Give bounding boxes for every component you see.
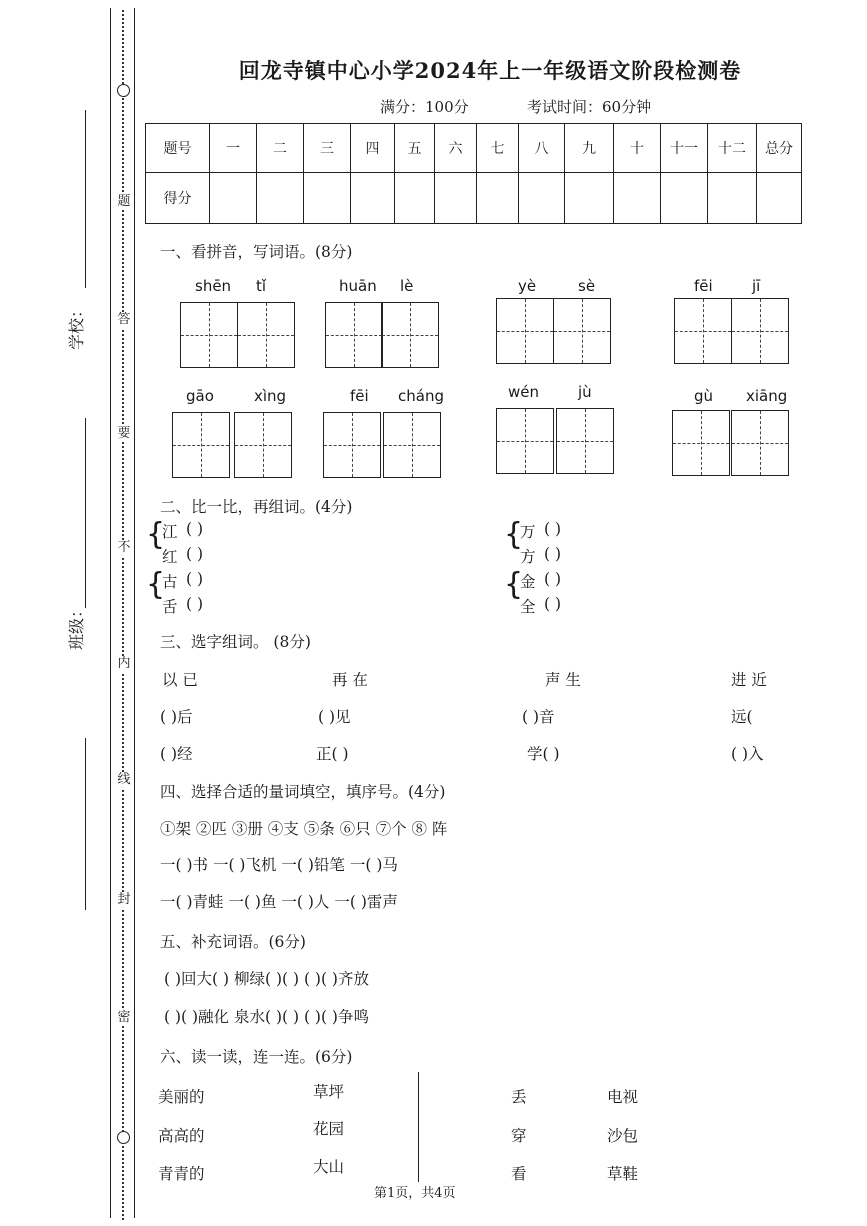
score-input-cell[interactable]: [304, 173, 351, 224]
tianzige-box[interactable]: [180, 302, 238, 368]
q5-line[interactable]: ( )回大( ) 柳绿( )( ) ( )( )齐放: [164, 970, 369, 988]
score-row-label: 得分: [146, 173, 210, 224]
q2-char: 红: [162, 548, 178, 566]
score-input-cell[interactable]: [661, 173, 708, 224]
seal-char-3: 要: [117, 426, 131, 441]
q6-item[interactable]: 高高的: [158, 1127, 205, 1145]
q3-blank[interactable]: ( )经: [160, 745, 193, 763]
score-cell: 一: [210, 124, 257, 173]
tianzige-box[interactable]: [234, 412, 292, 478]
q2-char: 万: [520, 523, 536, 541]
q4-heading: 四、选择合适的量词填空，填序号。(4分): [160, 783, 446, 801]
tianzige-box[interactable]: [172, 412, 230, 478]
q5-heading: 五、补充词语。(6分): [160, 933, 306, 951]
score-input-cell[interactable]: [614, 173, 661, 224]
score-cell: 二: [257, 124, 304, 173]
tianzige-box[interactable]: [383, 412, 441, 478]
class-label: 班级：: [67, 601, 86, 650]
score-input-cell[interactable]: [210, 173, 257, 224]
page-title: 回龙寺镇中心小学2024年上一年级语文阶段检测卷: [238, 58, 742, 83]
q3-blank[interactable]: 正( ): [316, 745, 349, 763]
q4-options: ①架 ②匹 ③册 ④支 ⑤条 ⑥只 ⑦个 ⑧ 阵: [160, 820, 448, 838]
score-input-cell[interactable]: [257, 173, 304, 224]
q2-answer-paren[interactable]: ( ): [186, 595, 204, 613]
q6-item[interactable]: 穿: [511, 1127, 527, 1145]
score-table: [145, 123, 802, 224]
q5-line[interactable]: ( )( )融化 泉水( )( ) ( )( )争鸣: [164, 1008, 369, 1026]
school-write-line-bottom: [85, 418, 86, 608]
pinyin: fēi: [350, 387, 369, 405]
score-cell: 五: [395, 124, 435, 173]
score-input-cell[interactable]: [477, 173, 519, 224]
pinyin: tǐ: [256, 277, 267, 295]
q3-choice-chars: 再 在: [332, 671, 368, 689]
q3-choice-chars: 声 生: [545, 671, 581, 689]
q2-char: 江: [162, 523, 178, 541]
pinyin: huān: [339, 277, 377, 295]
q3-blank[interactable]: 远(: [731, 708, 753, 726]
tianzige-box[interactable]: [556, 408, 614, 474]
score-input-cell[interactable]: [435, 173, 477, 224]
q6-item[interactable]: 草坪: [313, 1083, 345, 1101]
q3-blank[interactable]: 学( ): [527, 745, 560, 763]
binding-hole-bottom: [117, 1131, 130, 1144]
brace-glyph: {: [504, 517, 524, 552]
score-table-score-row: [146, 173, 802, 224]
tianzige-box[interactable]: [731, 410, 789, 476]
q2-answer-paren[interactable]: ( ): [544, 545, 562, 563]
q2-char: 古: [162, 573, 178, 591]
q6-item[interactable]: 草鞋: [607, 1165, 639, 1183]
tianzige-box[interactable]: [496, 408, 554, 474]
score-table-header-row: [146, 124, 802, 173]
q6-item[interactable]: 美丽的: [158, 1088, 205, 1106]
q2-answer-paren[interactable]: ( ): [544, 570, 562, 588]
full-marks: 满分：100分: [380, 98, 469, 116]
tianzige-box[interactable]: [674, 298, 732, 364]
seal-char-5: 内: [117, 656, 131, 671]
tianzige-box[interactable]: [496, 298, 554, 364]
q2-char: 全: [520, 598, 536, 616]
binding-edge-left: [110, 8, 111, 1218]
seal-char-1: 题: [117, 194, 131, 209]
score-cell: 七: [477, 124, 519, 173]
q2-answer-paren[interactable]: ( ): [544, 595, 562, 613]
q2-answer-paren[interactable]: ( ): [186, 545, 204, 563]
seal-char-7: 封: [117, 892, 131, 907]
pinyin: gù: [694, 387, 714, 405]
tianzige-box[interactable]: [325, 302, 383, 368]
pinyin: shēn: [195, 277, 232, 295]
q4-line[interactable]: 一( )书 一( )飞机 一( )铅笔 一( )马: [160, 856, 398, 874]
score-input-cell[interactable]: [757, 173, 802, 224]
q3-blank[interactable]: ( )音: [522, 708, 555, 726]
binding-edge-right: [134, 8, 135, 1218]
binding-hole-top: [117, 84, 130, 97]
q3-blank[interactable]: ( )见: [318, 708, 351, 726]
q3-heading: 三、选字组词。 (8分): [160, 633, 311, 651]
q1-heading: 一、看拼音，写词语。(8分): [160, 243, 353, 261]
q2-answer-paren[interactable]: ( ): [186, 520, 204, 538]
page-footer: 第1页，共4页: [374, 1186, 456, 1201]
pinyin: xìng: [254, 387, 287, 405]
q2-answer-paren[interactable]: ( ): [186, 570, 204, 588]
class-write-line: [85, 738, 86, 910]
pinyin: wén: [508, 383, 540, 401]
score-cell: 十: [614, 124, 661, 173]
tianzige-box[interactable]: [237, 302, 295, 368]
pinyin: gāo: [186, 387, 214, 405]
q6-item[interactable]: 看: [511, 1165, 527, 1183]
score-input-cell[interactable]: [708, 173, 757, 224]
binding-dotted-line: [118, 10, 130, 1220]
q3-blank[interactable]: ( )入: [731, 745, 764, 763]
brace-glyph: {: [146, 567, 166, 602]
brace-glyph: {: [146, 517, 166, 552]
score-cell: 八: [519, 124, 565, 173]
q4-line[interactable]: 一( )青蛙 一( )鱼 一( )人 一( )雷声: [160, 893, 398, 911]
exam-time: 考试时间：60分钟: [527, 98, 652, 116]
q6-heading: 六、读一读，连一连。(6分): [160, 1048, 353, 1066]
score-cell: 十二: [708, 124, 757, 173]
tianzige-box[interactable]: [672, 410, 730, 476]
q6-item[interactable]: 大山: [313, 1158, 345, 1176]
q2-char: 舌: [162, 598, 178, 616]
pinyin: xiāng: [746, 387, 788, 405]
q6-item[interactable]: 沙包: [607, 1127, 639, 1145]
pinyin: jī: [752, 277, 761, 295]
q6-divider: [418, 1072, 419, 1182]
score-input-cell[interactable]: [519, 173, 565, 224]
q6-item[interactable]: 青青的: [158, 1165, 205, 1183]
tianzige-box[interactable]: [731, 298, 789, 364]
pinyin: sè: [578, 277, 596, 295]
score-input-cell[interactable]: [395, 173, 435, 224]
seal-char-2: 答: [117, 312, 131, 327]
pinyin: cháng: [398, 387, 444, 405]
tianzige-box[interactable]: [381, 302, 439, 368]
q2-char: 方: [520, 548, 536, 566]
pinyin: jù: [578, 383, 592, 401]
score-cell: 六: [435, 124, 477, 173]
score-input-cell[interactable]: [351, 173, 395, 224]
q6-item[interactable]: 花园: [313, 1120, 345, 1138]
score-cell: 十一: [661, 124, 708, 173]
q3-choice-chars: 进 近: [731, 671, 767, 689]
school-write-line-top: [85, 110, 86, 288]
q3-blank[interactable]: ( )后: [160, 708, 193, 726]
tianzige-box[interactable]: [323, 412, 381, 478]
q3-choice-chars: 以 已: [162, 671, 198, 689]
seal-char-6: 线: [117, 772, 131, 787]
q6-item[interactable]: 丢: [511, 1088, 527, 1106]
brace-glyph: {: [504, 567, 524, 602]
q2-heading: 二、比一比，再组词。(4分): [160, 498, 353, 516]
score-cell: 四: [351, 124, 395, 173]
score-cell: 三: [304, 124, 351, 173]
pinyin: yè: [518, 277, 537, 295]
score-input-cell[interactable]: [565, 173, 614, 224]
score-cell: 题号: [146, 124, 210, 173]
seal-char-8: 密: [117, 1010, 131, 1025]
score-cell: 九: [565, 124, 614, 173]
score-cell: 总分: [757, 124, 802, 173]
q2-answer-paren[interactable]: ( ): [544, 520, 562, 538]
seal-char-4: 不: [117, 540, 131, 555]
tianzige-box[interactable]: [553, 298, 611, 364]
school-label: 学校：: [67, 301, 86, 350]
q6-item[interactable]: 电视: [607, 1088, 639, 1106]
pinyin: fēi: [694, 277, 713, 295]
q2-char: 金: [520, 573, 536, 591]
pinyin: lè: [400, 277, 414, 295]
